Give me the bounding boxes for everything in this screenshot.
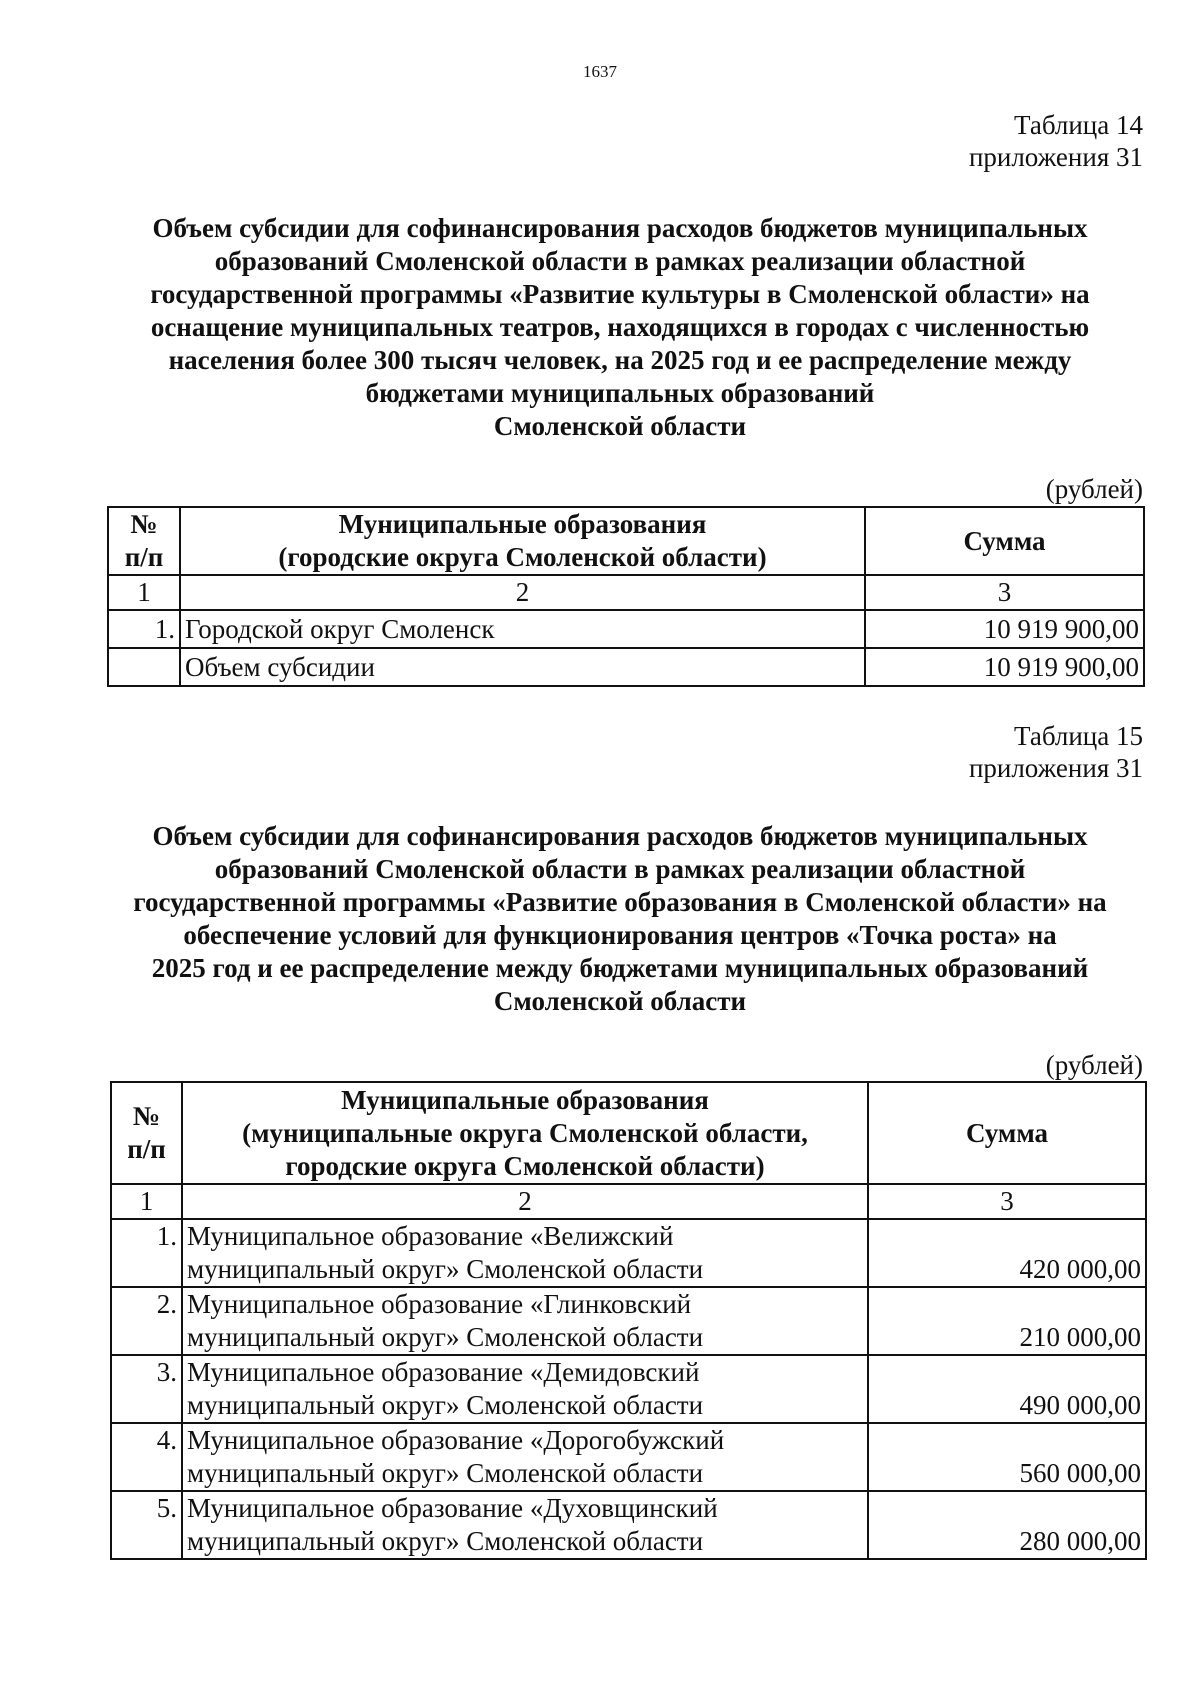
- table14-unit: (рублей): [1045, 474, 1143, 504]
- table-row: [108, 610, 1144, 648]
- table14-ref-line1: Таблица 14: [1014, 110, 1143, 140]
- title-line: населения более 300 тысяч человек, на 2025 год и ее распределение между: [168, 345, 1072, 375]
- header-name-line1: Муниципальные образования: [338, 509, 707, 539]
- table14-header-row: [108, 507, 1144, 575]
- municipality-line1: Муниципальное образование «Глинковский: [187, 1289, 692, 1319]
- table14-title: [100, 212, 1140, 443]
- table-row: [111, 1355, 1146, 1423]
- municipality-line2: муниципальный округ» Смоленской области: [187, 1390, 704, 1420]
- header-name-line3: городские округа Смоленской области): [285, 1150, 765, 1181]
- municipality-line2: муниципальный округ» Смоленской области: [187, 1254, 704, 1284]
- municipality-line2: муниципальный округ» Смоленской области: [187, 1322, 704, 1352]
- page-number: 1637: [583, 62, 617, 81]
- header-num-line1: №: [132, 1101, 161, 1131]
- row-amount: 10 919 900,00: [865, 648, 1144, 686]
- header-sum: Сумма: [865, 507, 1144, 575]
- row-municipality: [182, 1219, 868, 1287]
- table15-unit: (рублей): [1045, 1050, 1143, 1080]
- title-line: обеспечение условий для функционирования центров «Точка роста» на: [183, 920, 1057, 950]
- header-num: [111, 1082, 182, 1184]
- title-line: образований Смоленской области в рамках реализации областной: [214, 854, 1026, 884]
- row-amount: 280 000,00: [868, 1491, 1146, 1559]
- row-amount: 10 919 900,00: [865, 610, 1144, 648]
- table15: [110, 1081, 1147, 1560]
- municipality-line1: Муниципальное образование «Духовщинский: [187, 1493, 718, 1523]
- column-number: 2: [182, 1184, 868, 1219]
- table15-ref-line1: Таблица 15: [1014, 721, 1143, 751]
- table14-ref-line2: приложения 31: [968, 142, 1143, 172]
- table15-header-row: [111, 1082, 1146, 1184]
- row-municipality: [182, 1491, 868, 1559]
- header-num-line2: п/п: [124, 542, 164, 572]
- title-line: государственной программы «Развитие культуры в Смоленской области» на: [150, 279, 1090, 309]
- table14: [107, 506, 1145, 687]
- header-num-line2: п/п: [127, 1134, 166, 1164]
- header-municipality: [182, 1082, 868, 1184]
- header-name-line2: (городские округа Смоленской области): [278, 542, 767, 572]
- table-row: [111, 1491, 1146, 1559]
- row-municipality: [182, 1423, 868, 1491]
- table15-reference: [969, 720, 1143, 784]
- title-line: государственной программы «Развитие образования в Смоленской области» на: [133, 887, 1107, 917]
- table14-reference: [969, 109, 1143, 173]
- header-sum: Сумма: [868, 1082, 1146, 1184]
- row-number: 5.: [111, 1491, 182, 1559]
- column-number: 1: [108, 575, 180, 610]
- title-line: образований Смоленской области в рамках реализации областной: [214, 246, 1026, 276]
- table-row: [111, 1219, 1146, 1287]
- title-line: оснащение муниципальных театров, находящихся в городах с численностью: [150, 312, 1090, 342]
- table-row-total: [108, 648, 1144, 686]
- title-line: Смоленской области: [493, 986, 747, 1016]
- row-number: 1.: [111, 1219, 182, 1287]
- row-number: 4.: [111, 1423, 182, 1491]
- column-number: 1: [111, 1184, 182, 1219]
- row-municipality: Городской округ Смоленск: [180, 610, 865, 648]
- table14-column-numbers-row: [108, 575, 1144, 610]
- municipality-line2: муниципальный округ» Смоленской области: [187, 1458, 704, 1488]
- column-number: 3: [868, 1184, 1146, 1219]
- header-name-line1: Муниципальные образования: [341, 1084, 709, 1115]
- municipality-line1: Муниципальное образование «Дорогобужский: [187, 1425, 725, 1455]
- header-num-line1: №: [130, 509, 158, 539]
- title-line: Смоленской области: [493, 411, 747, 441]
- header-municipality: [180, 507, 865, 575]
- title-line: 2025 год и ее распределение между бюджетами муниципальных образований: [151, 953, 1089, 983]
- header-num: [108, 507, 180, 575]
- row-number: 1.: [108, 610, 180, 648]
- table15-title: [100, 820, 1140, 1018]
- row-number: [108, 648, 180, 686]
- row-municipality: [182, 1355, 868, 1423]
- title-line: Объем субсидии для софинансирования расходов бюджетов муниципальных: [152, 213, 1088, 243]
- row-number: 3.: [111, 1355, 182, 1423]
- table15-ref-line2: приложения 31: [968, 753, 1143, 783]
- table-row: [111, 1423, 1146, 1491]
- row-amount: 490 000,00: [868, 1355, 1146, 1423]
- title-line: бюджетами муниципальных образований: [365, 378, 875, 408]
- table15-column-numbers-row: [111, 1184, 1146, 1219]
- municipality-line2: муниципальный округ» Смоленской области: [187, 1526, 704, 1556]
- row-amount: 560 000,00: [868, 1423, 1146, 1491]
- row-amount: 420 000,00: [868, 1219, 1146, 1287]
- row-municipality: [182, 1287, 868, 1355]
- row-municipality: Объем субсидии: [180, 648, 865, 686]
- row-amount: 210 000,00: [868, 1287, 1146, 1355]
- municipality-line1: Муниципальное образование «Демидовский: [187, 1357, 700, 1387]
- row-number: 2.: [111, 1287, 182, 1355]
- column-number: 2: [180, 575, 865, 610]
- table-row: [111, 1287, 1146, 1355]
- column-number: 3: [865, 575, 1144, 610]
- header-name-line2: (муниципальные округа Смоленской области,: [242, 1117, 808, 1148]
- title-line: Объем субсидии для софинансирования расходов бюджетов муниципальных: [152, 821, 1088, 851]
- municipality-line1: Муниципальное образование «Велижский: [187, 1221, 674, 1251]
